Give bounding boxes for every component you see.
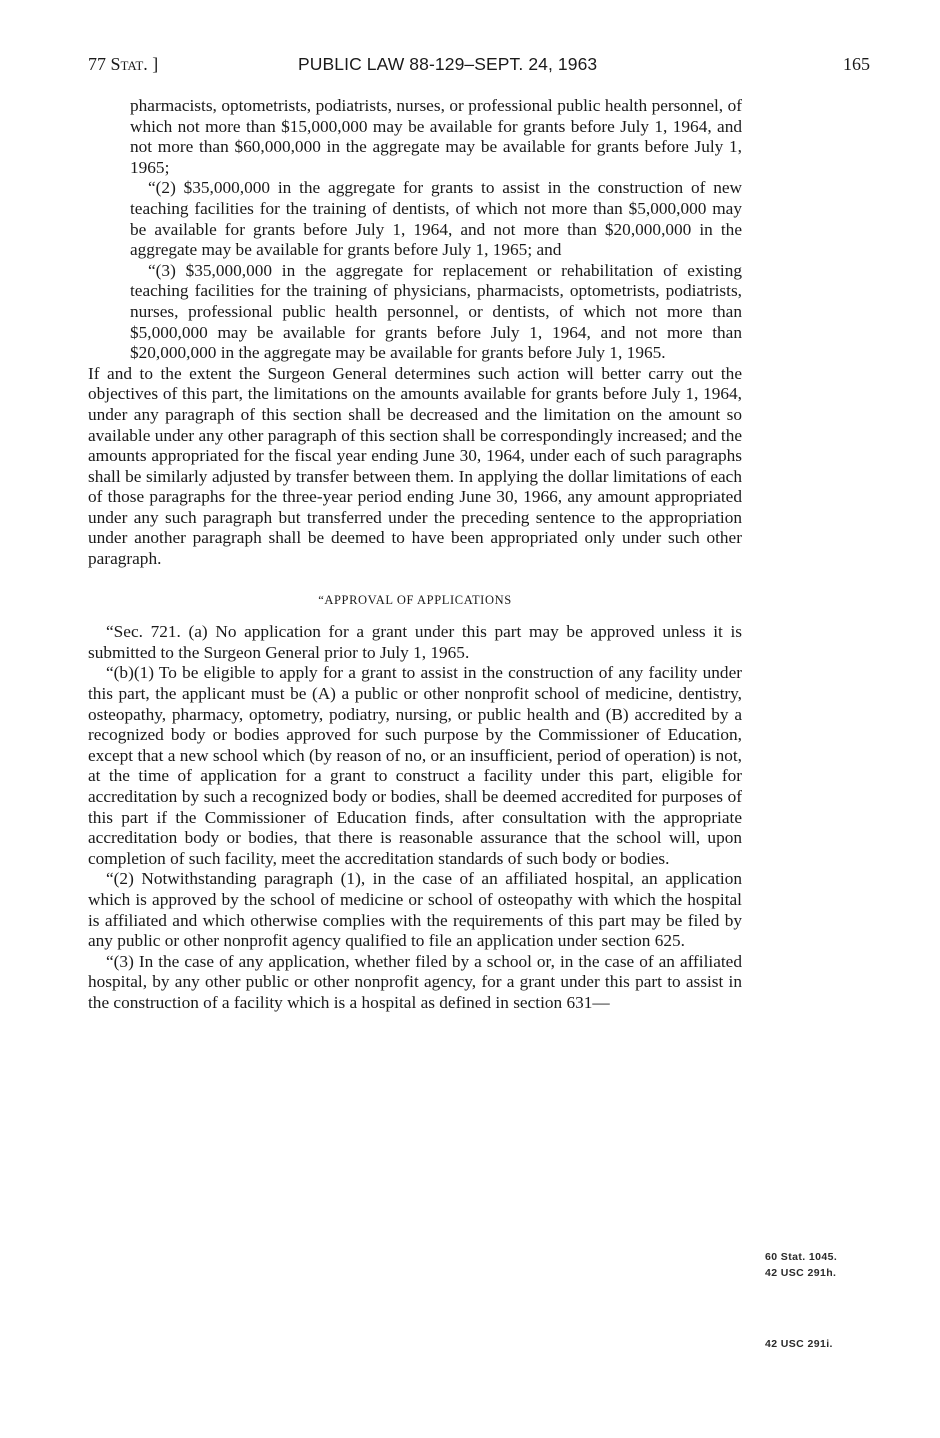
margin-note-usc — [765, 1336, 833, 1352]
indented-list — [88, 96, 742, 364]
margin-note-stat — [765, 1249, 837, 1281]
volume-number: 77 — [88, 54, 106, 74]
paragraph-sec-721-b1: “(b)(1) To be eligible to apply for a grant to assist in the construction of any facility under this part, the applicant must be (A) a public or other nonprofit school of medicine, dentistry, osteopathy, pharmacy, optometry, podiatry, nursing, or public health and (B) accredited by a recognized body or bodies approved for such purpose by the Commissioner of Education, except that a new school which (by reason of no, or an insufficient, period of operation) is not, at the time of application for a grant to construct a facility under this part, eligible for accreditation by such a recognized body or bodies, shall be deemed accredited for purposes of this part if the Commissioner of Education finds, after consultation with the appropriate accreditation body or bodies, that there is reasonable assurance that the school will, upon completion of such facility, meet the accreditation standards of such body or bodies. — [88, 663, 742, 868]
margin-note-citation-1: 60 Stat. 1045. — [765, 1251, 838, 1263]
paragraph-sec-721-b2: “(2) Notwithstanding paragraph (1), in the case of an affiliated hospital, an application which is approved by the school of medicine or school of osteopathy with which the hospital is affiliated and which otherwise complies with the requirements of this part may be filed by any public or other nonprofit agency qualified to file an application under section 625. — [88, 869, 742, 951]
paragraph-transfer-limits: If and to the extent the Surgeon General determines such action will better carry out the objectives of this part, the limitations on the amounts available for grants before July 1, 1964, under any paragraph of this section shall be decreased and the limitation on the amount so available under any other paragraph of this section shall be correspondingly increased; and the amounts appropriated for the fiscal year ending June 30, 1964, under each of such paragraphs shall be similarly adjusted by transfer between them. In applying the dollar limitations of each of those paragraphs for the three-year period ending June 30, 1966, any amount appropriated under any such paragraph but transferred under the preceding sentence to the appropriation under another paragraph shall be deemed to have been appropriated only under such other paragraph. — [88, 363, 742, 569]
section-heading: “APPROVAL OF APPLICATIONS — [318, 592, 512, 607]
page-header — [0, 54, 940, 84]
law-title: PUBLIC LAW 88-129–SEPT. 24, 1963 — [298, 54, 598, 74]
paragraph-3: “(3) $35,000,000 in the aggregate for replacement or rehabilitation of existing teaching facilities for the training of physicians, pharmacists, optometrists, podiatrists, nurses, professional public health personnel, or dentists, of which not more than $5,000,000 may be available for grants before July 1, 1964, and not more than $20,000,000 in the aggregate may be available for grants before July 1, 1965. — [130, 260, 742, 363]
paragraph-continuation: pharmacists, optometrists, podiatrists, nurses, or professional public health personnel, of which not more than $15,000,000 may be available for grants before July 1, 1964, and not more than $60,000,000 in the aggregate may be available for grants before July 1, 1965; — [130, 96, 742, 177]
paragraph-sec-721-b3: “(3) In the case of any application, whether filed by a school or, in the case of an affiliated hospital, by any other public or other nonprofit agency, for a grant under this part to assist in the construction of a facility which is a hospital as defined in section 631— — [88, 951, 742, 1012]
margin-note-citation-2: 42 USC 291h. — [765, 1267, 837, 1279]
page-number: 165 — [843, 54, 870, 74]
document-body — [88, 96, 742, 1014]
paragraph-2: “(2) $35,000,000 in the aggregate for grants to assist in the construction of new teaching facilities for the training of dentists, of which not more than $5,000,000 may be available for grants before July 1, 1964, and not more than $20,000,000 in the aggregate may be available for grants before July 1, 1965; and — [130, 178, 742, 260]
statute-volume — [88, 54, 158, 75]
margin-note-citation-3: 42 USC 291i. — [765, 1338, 833, 1350]
statute-label: Stat. ] — [110, 54, 159, 74]
paragraph-sec-721-a: “Sec. 721. (a) No application for a grant under this part may be approved unless it is submitted to the Surgeon General prior to July 1, 1965. — [88, 622, 742, 662]
